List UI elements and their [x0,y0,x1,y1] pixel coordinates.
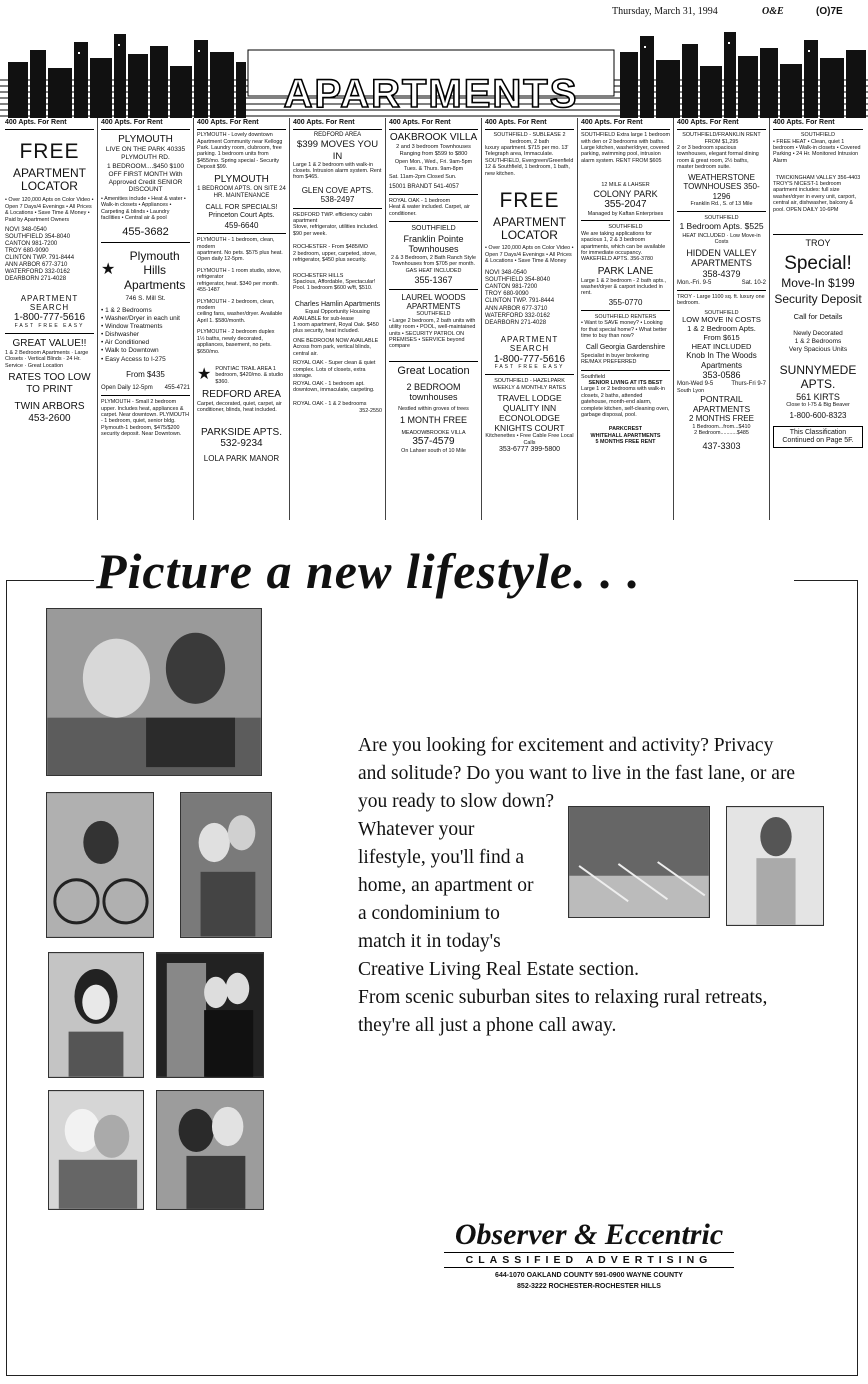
ad-headline: MEADOWBROOKE VILLA [401,429,466,436]
banner-title: APARTMENTS [283,71,579,116]
ad-headline: GREAT VALUE!! [12,338,87,350]
ad-hotel: TRAVEL LODGE [497,393,562,404]
ad-phone: 459-6640 [224,220,259,230]
ad-headline: TWIN ARBORS [14,401,85,413]
ad-price: From $615 [703,332,740,342]
contact-numbers: 852-3222 ROCHESTER-ROCHESTER HILLS [517,1283,661,1290]
ad-phone: 353-0586 [702,370,741,381]
plymouth-hills-ad [101,249,190,292]
ad-body: • Over 120,000 Apts on Color Video • Open 7 Days/4 Evenings • All Prices & Locations • Save Time & Money • Paid by Apartment Owners [5,197,94,223]
amenity-item: Very Spacious Units [788,345,848,353]
ad-copy-middle [358,816,568,956]
ad-headline: PLYMOUTH [214,174,269,186]
ad-hours: Open Daily 12-5pm [101,385,153,392]
column-heading: 400 Apts. For Rent [197,118,286,130]
ad-body: Move-In $199 Security Deposit [774,276,862,307]
listing-line: CLINTON TWP. 791-8444 [485,298,555,305]
copy-line: From scenic suburban sites to relaxing rural retreats, [358,987,768,1008]
ad-tag: FAST FREE EASY [494,364,565,371]
listing-column-9: 400 Apts. For Rent SOUTHFIELD • FREE HEAT • Clean, quiet 1 bedroom • Walk-in closets • Covered Parking • 24 Hr. Monitored Intrusion Alarm TWICKINGHAM VALLEY 356-4403 TROY'S NICEST-1 bedroom apartment includes: full size washer/dryer in every unit, carport, central air, dishwasher, balcony & pool. OPEN DAILY 10-6PM TROY Special! Move-In $199 Security Deposit Call for Details Newly Decorated 1 & 2 Bedrooms Very Spacious Units SUNNYMEDE APTS. 561 KIRTS Close to I-75 & Big Beaver 1-800-600-8323 This Classification Continued on Page 5F. [770,118,866,520]
ad-phone: 1-800-777-5616 [13,312,86,324]
ad-headline: Picture a new lifestyle. . . [96,543,641,599]
ad-subheadline: 12 MILE & LAHSER [601,182,650,189]
ad-hotel: KNIGHTS COURT [494,423,565,434]
amenity-item: 1 & 2 Bedrooms [794,337,842,345]
page-number: (O)7E [816,6,843,17]
ad-hotel: ECONOLODGE [499,413,560,424]
ad-price: From $435 [126,369,165,379]
listing-line: SOUTHFIELD 354-8040 [5,233,71,240]
star-icon: ★ [101,261,116,279]
listing-line: CLINTON TWP. 791-8444 [5,255,75,262]
ad-subheadline: SOUTHFIELD/FRANKLIN RENT FROM $1,295 [682,132,761,145]
ad-footer: Managed by Kaftan Enterprises [587,211,664,218]
listing-line: ANN ARBOR 677-3710 [5,262,68,269]
photo-couple-doorway [156,952,264,1078]
ad-phone: 453-2600 [28,413,71,425]
ad-phone: 532-9234 [220,438,263,450]
ad-phone: 455-3682 [122,225,169,238]
page-header [0,0,868,22]
listing-line: ANN ARBOR 677-3710 [485,305,548,312]
ad-headline: LAUREL WOODS APARTMENTS [401,292,466,311]
continuation-note: This Classification Continued on Page 5F. [773,426,863,449]
listing-column-8: 400 Apts. For Rent SOUTHFIELD/FRANKLIN RENT FROM $1,295 2 or 3 bedroom spacious townhouses, elegant formal dining room & great room, 2½ baths, master bedroom suite. WEATHERSTONE TOWNHOUSES 350-1296 Franklin Rd., S. of 13 Mile SOUTHFIELD 1 Bedroom Apts. $525 HEAT INCLUDED · Low Move-in Costs HIDDEN VALLEY APARTMENTS 358-4379 Mon.-Fri. 9-5 Sat. 10-2 TROY - Large 1100 sq. ft. luxury one bedroom. SOUTHFIELD LOW MOVE IN COSTS 1 & 2 Bedroom Apts. From $615 HEAT INCLUDED Knob In The Woods Apartments 353-0586 Mon-Wed 9-5 Thurs-Fri 9-7 South Lyon PONTRAIL APARTMENTS 2 MONTHS FREE 1 Bedroom...from...$410 2 Bedroom...........$485 437-3303 [674,118,770,520]
ad-area: SOUTHFIELD [416,311,451,318]
ad-headline: PARK LANE [597,265,654,277]
ad-headline: RATES TOO LOW TO PRINT [8,371,91,395]
ad-subheadline: 2 and 3 bedroom Townhouses Ranging from $599 to $800 [396,144,471,157]
listing-line: WATERFORD 332-0162 [5,269,71,276]
photo-woman-portrait [48,952,144,1078]
copy-line: a condominium to [358,903,500,924]
ad-headline: 2 BEDROOM townhouses [406,381,461,403]
ad-area: SOUTHFIELD [800,132,836,139]
creative-living-ad [4,538,864,1380]
ad-phone: 357-4579 [412,436,455,448]
ad-subheadline: SOUTHFIELD - SUBLEASE 2 bedroom, 2 bath [493,132,566,145]
ad-area: Southfield [581,373,605,380]
listing-line: ONE BEDROOM NOW AVAILABLE [293,338,379,345]
ad-headline: Knob In The Woods Apartments [686,351,757,370]
ad-footer: TWICKINGHAM VALLEY 356-4403 [775,174,861,181]
listing-line: ROYAL OAK - 1 bedroom apt. [293,380,365,387]
ad-headline: $399 MOVES YOU IN [296,139,379,162]
ad-note: Equal Opportunity Housing [305,309,370,316]
contact-numbers: 644-1070 OAKLAND COUNTY 591-0900 WAYNE COUNTY [495,1272,683,1279]
ad-note: Close to I-75 & Big Beaver [786,402,850,409]
copy-line: lifestyle, you'll find a [358,847,524,868]
column-heading: 400 Apts. For Rent [677,118,766,130]
listing-line: SOUTHFIELD 354-8040 [485,277,551,284]
ad-area: SOUTHFIELD - HAZELPARK [494,378,565,385]
star-icon: ★ [197,365,212,383]
ad-headline: LOW MOVE IN COSTS [682,315,761,325]
amenity-item: • 1 & 2 Bedrooms [101,306,152,314]
listing-column-5: 400 Apts. For Rent OAKBROOK VILLA 2 and 3 bedroom Townhouses Ranging from $599 to $800 Open Mon., Wed., Fri. 9am-5pm Tues. & Thurs. 9am-8pm Sat. 11am-2pm Closed Sun. 15001 BRANDT 541-4057 ROYAL OAK - 1 bedroom Heat & water included. Carpet, air conditioner. SOUTHFIELD Franklin Pointe Townhouses 2 & 3 Bedroom, 2 Bath Ranch Style Townhouses from $705 per month. GAS HEAT INCLUDED 355-1367 LAUREL WOODS APARTMENTS SOUTHFIELD • Large 2 bedroom, 2 bath units with utility room • POOL, well-maintained units • SECURITY PATROL ON PREMISES • SERVICE beyond compare Great Location 2 BEDROOM townhouses Nestled within groves of trees 1 MONTH FREE MEADOWBROOKE VILLA 357-4579 On Lahser south of 10 Mile [386,118,482,520]
ad-headline: Call Georgia Gardenshire [585,344,666,352]
ad-price: 2 Bedroom...........$485 [694,430,749,437]
listing-column-3: 400 Apts. For Rent PLYMOUTH - Lovely downtown Apartment Community near Kellogg Park. Laundry room, clubroom, free parking. 1 bedroom units from $455/mo. Spring special - Security Deposit $99. PLYMOUTH 1 BEDROOM APTS. ON SITE 24 HR. MAINTENANCE CALL FOR SPECIALS! Princeton Court Apts. 459-6640 PLYMOUTH - 1 bedroom, clean, modern apartment. No pets. $575 plus heat. Open daily 12-5pm. PLYMOUTH - 1 room studio, stove, refrigerator refrigerator, heat. $340 per month. 455-1487 PLYMOUTH - 2 bedroom, clean, modern ceiling fans, washer/dryer. Available April 1. $580/month. PLYMOUTH - 2 bedroom duplex 1½ baths, newly decorated, appliances, basement, no pets. $650/mo. ★ PONTIAC TRAIL AREA 1 bedroom, $420/mo. & studio $360. REDFORD AREA Carpet, decorated, quiet, carpet, air conditioner, blinds, heat included. PARKSIDE APTS. 532-9234 LOLA PARK MANOR [194,118,290,520]
ad-phone: TOWNHOUSES 350-1296 [683,182,760,201]
amenity-item: Newly Decorated [793,330,843,338]
ad-phone: 353-6777 399-5800 [498,445,561,453]
classified-listings-grid [2,118,866,520]
ad-address: 746 S. Mill St. [125,295,166,303]
listing-line: ROYAL OAK - Super clean & quiet [293,360,376,367]
ad-headline: 1 MONTH FREE [399,415,467,426]
ad-address: On Lahser south of 10 Mile [401,448,466,455]
ad-phone: 1-800-777-5616 [493,353,566,365]
logo-subtitle: CLASSIFIED ADVERTISING [444,1252,734,1268]
copy-line: Whatever your [358,819,475,840]
listing-column-4: 400 Apts. For Rent REDFORD AREA $399 MOVES YOU IN Large 1 & 2 bedroom with walk-in closets. Intrusion alarm system. Rent from $465. GLEN COVE APTS. 538-2497 REDFORD TWP. efficiency cabin apartment Stove, refrigerator, utilities included. $90 per week. ROCHESTER - From $485/MO 2 bedroom, upper, carpeted, stove, refrigerator, $450 plus security. ROCHESTER HILLS Spacious, Affordable, Spectacular! Pool. 1 bedroom $600 w/ft, $510. Charles Hamlin Apartments Equal Opportunity Housing AVAILABLE for sub-lease 1 room apartment, Royal Oak. $450 plus security, heat included. ONE BEDROOM NOW AVAILABLE Across from park, vertical blinds, central air. ROYAL OAK - Super clean & quiet complex. Lots of closets, extra storage. ROYAL OAK - 1 bedroom apt. downtown, immaculate, carpeting. ROYAL OAK - 1 & 2 bedrooms 352-2550 [290,118,386,520]
listing-line: ROYAL OAK - 1 bedroom [389,198,451,205]
listing-line: TROY 680-9090 [485,291,529,298]
ad-phone: 1-800-600-8323 [789,410,847,420]
ad-headline: FREE [19,140,80,164]
ad-headline: SUNNYMEDE APTS. [779,363,857,392]
amenity-item: • Easy Access to I-275 [101,355,166,363]
amenity-item: • Air Conditioned [101,339,150,347]
ad-headline: PONTRAIL APARTMENTS [692,394,751,415]
ad-subheadline: LIVE ON THE PARK 40335 PLYMOUTH RD. [105,146,186,161]
listing-line: NOVI 348-0540 [485,270,527,277]
ad-phone: 355-2047 [604,199,647,211]
ad-headline: HIDDEN VALLEY APARTMENTS [686,247,757,269]
listing-line: DEARBORN 271-4028 [5,276,67,283]
ad-headline: WHITEHALL APARTMENTS [590,432,661,439]
column-heading: 400 Apts. For Rent [293,118,382,130]
ad-headline: PARKCREST [608,426,643,433]
ad-headline: Great Location [397,364,470,377]
listing-column-6: 400 Apts. For Rent SOUTHFIELD - SUBLEASE 2 bedroom, 2 bath luxury apartment. $715 per mo. 13' Telegraph area, Immaculate. SOUTHFIELD, Evergreen/Greenfield 12 & Southfield, 1 bedroom, 1 bath, new kitchen. FREE APARTMENT LOCATOR • Over 120,000 Apts on Color Video • Open 7 Days/4 Evenings • All Prices & Locations • Save Time & Money NOVI 348-0540 SOUTHFIELD 354-8040 CANTON 981-7200 TROY 680-9090 CLINTON TWP. 791-8444 ANN ARBOR 677-3710 WATERFORD 332-0162 DEARBORN 271-4028 APARTMENT SEARCH 1-800-777-5616 FAST FREE EASY SOUTHFIELD - HAZELPARK WEEKLY & MONTHLY RATES TRAVEL LODGE QUALITY INN ECONOLODGE KNIGHTS COURT Kitchenettes • Free Cable Free Local Calls 353-6777 399-5800 [482,118,578,520]
section-code: O&E [762,6,784,17]
ad-subheadline: APARTMENT LOCATOR [493,214,566,242]
ad-body: CALL FOR SPECIALS! Princeton Court Apts. [205,204,278,220]
apartments-banner [0,22,868,120]
copy-line: they're all just a phone call away. [358,1015,617,1036]
copy-line: match it in today's [358,931,501,952]
ad-headline: Plymouth Hills Apartments [123,248,186,292]
ad-headline: COLONY PARK [593,188,658,199]
ad-note: Call for Details [793,312,843,322]
photo-woman-sunbathing [726,806,824,926]
ad-headline: PLYMOUTH [118,134,173,146]
column-heading: 400 Apts. For Rent [581,118,670,130]
ad-copy-closing [358,956,838,1040]
ad-headline: WEATHERSTONE [688,173,755,182]
ad-headline: Franklin Pointe Townhouses [403,233,464,255]
ad-phone: 358-4379 [702,269,741,280]
photo-pool-loungers [568,806,710,918]
amenity-item: • Dishwasher [101,331,140,339]
ad-phone: 455-4721 [164,385,190,392]
listing-column-7: 400 Apts. For Rent SOUTHFIELD Extra large 1 bedroom with den or 2 bedrooms with baths. Large kitchen, washer/dryer, covered parking, swimming pool, intrusion alarm system. RENT FROM $605 12 MILE & LAHSER COLONY PARK 355-2047 Managed by Kaftan Enterprises SOUTHFIELD We are taking applications for spacious 1, 2 & 3 bedroom apartments, which can be available for immediate occupancy. WAKEFIELD APTS. 356-3780 PARK LANE Large 1 & 2 bedroom - 2 bath apts., washer/dryer & carport included in rent. 355-0770 SOUTHFIELD RENTERS • Want to SAVE money? • Looking for that special home? • What better time to buy than now? Call Georgia Gardenshire Specialist in buyer brokering RE/MAX PREFERRED Southfield SENIOR LIVING AT ITS BEST Large 1 or 2 bedrooms with walk-in closets, 2 baths, attended gatehouse, month-end alarm, complete kitchen, self-cleaning oven, garbage disposal, pool. PARKCREST WHITEHALL APARTMENTS 5 MONTHS FREE RENT [578,118,674,520]
amenity-item: • Washer/Dryer in each unit [101,314,180,322]
listing-line: PLYMOUTH - 1 room studio, stove, refrigerator [197,267,282,281]
ad-headline: 5 MONTHS FREE RENT [595,439,656,446]
ad-headline: SENIOR LIVING AT ITS BEST [588,380,663,387]
ad-headline: 1 & 2 Bedroom Apts. [687,323,756,333]
column-heading: 400 Apts. For Rent [101,118,190,130]
column-heading: 400 Apts. For Rent [389,118,478,130]
listing-line: NOVI 348-0540 [5,226,47,233]
ad-price: 1 Bedroom...from...$410 [692,423,751,430]
ad-phone: 437-3303 [702,440,741,451]
ad-headline: Special! [784,252,852,274]
copy-line: home, an apartment or [358,875,534,896]
ad-area: TROY [805,238,831,248]
ad-area: South Lyon [677,388,705,395]
ad-area: SOUTHFIELD [608,224,643,231]
listing-line: DEARBORN 271-4028 [485,319,547,326]
ad-subheadline: APARTMENT LOCATOR [13,166,86,194]
photo-cyclists [46,792,154,938]
newspaper-logo: Observer & Eccentric [454,1218,724,1251]
ad-area: SOUTHFIELD [411,225,456,233]
ad-headline: 2 MONTHS FREE [689,414,754,424]
ad-headline: OAKBROOK VILLA [389,132,478,144]
listing-line: AVAILABLE for sub-lease [293,315,354,322]
listing-line: REDFORD TWP. efficiency cabin apartment [293,211,373,224]
ad-area: SOUTHFIELD [704,214,739,221]
listing-line: WATERFORD 332-0162 [485,312,551,319]
copy-line: Creative Living Real Estate section. [358,959,640,980]
photo-young-couple [156,1090,264,1210]
photo-couple-with-dog [46,608,262,776]
amenity-item: • Walk to Downtown [101,347,159,355]
column-heading: 400 Apts. For Rent [5,118,94,130]
column-heading: 400 Apts. For Rent [485,118,574,130]
photo-older-couple [48,1090,144,1210]
ad-body: GLEN COVE APTS. 538-2497 [301,185,374,205]
ad-footer: APARTMENT SEARCH [500,334,559,354]
ad-address: 561 KIRTS [796,391,840,402]
listing-column-1: 400 Apts. For Rent FREE APARTMENT LOCATOR • Over 120,000 Apts on Color Video • Open 7 Days/4 Evenings • All Prices & Locations • Save Time & Money • Paid by Apartment Owners NOVI 348-0540 SOUTHFIELD 354-8040 CANTON 981-7200 TROY 680-9090 CLINTON TWP. 791-8444 ANN ARBOR 677-3710 WATERFORD 332-0162 DEARBORN 271-4028 APARTMENT SEARCH 1-800-777-5616 FAST FREE EASY GREAT VALUE!! 1 & 2 Bedroom Apartments · Large Closets · Vertical Blinds · 24 Hr. Service · Great Location RATES TOO LOW TO PRINT TWIN ARBORS 453-2600 [2,118,98,520]
ad-headline: PARKSIDE APTS. [201,426,282,438]
listing-line: ROCHESTER HILLS [293,272,344,279]
amenity-item: • Window Treatments [101,323,163,331]
ad-area: SOUTHFIELD RENTERS [594,314,657,321]
listing-line: ROCHESTER - From $485/MO [293,244,368,251]
ad-area: SOUTHFIELD [704,309,739,316]
ad-hours: Open Mon., Wed., Fri. 9am-5pm Tues. & Thurs. 9am-8pm [394,159,473,172]
ad-subheadline: REDFORD AREA [313,132,362,139]
listing-line: PLYMOUTH - 2 bedroom duplex [197,329,275,336]
column-heading: 400 Apts. For Rent [773,118,863,130]
ad-headline: Charles Hamlin Apartments [294,301,381,309]
ad-headline: 1 Bedroom Apts. $525 [679,221,764,232]
ad-phone: 355-0770 [608,297,643,307]
ad-body: 1 BEDROOM....$450 $100 OFF FIRST MONTH With Approved Credit SENIOR DISCOUNT [107,163,184,194]
ad-footer: APARTMENT SEARCH [20,293,79,312]
ad-subheadline: 1 BEDROOM APTS. ON SITE 24 HR. MAINTENANCE [197,186,286,200]
listing-line: TROY 680-9090 [5,248,49,255]
listing-line: CANTON 981-7200 [5,241,58,248]
listing-line: PLYMOUTH - 2 bedroom, clean, modern [197,298,275,312]
listing-line: PLYMOUTH - 1 bedroom, clean, modern [197,237,275,250]
ad-tag: FAST FREE EASY [14,323,85,330]
ad-headline: FREE [499,189,560,212]
listing-line: CANTON 981-7200 [485,284,538,291]
ad-copy-intro: Are you looking for excitement and activity? Privacy and solitude? Do you want to live in the fast lane, or are you ready to slow down? [358,735,795,812]
listing-line: 15001 BRANDT 541-4057 [389,183,459,190]
ad-phone: 352-2550 [359,407,382,414]
ad-phone: 355-1367 [414,274,453,285]
listing-column-2: 400 Apts. For Rent PLYMOUTH LIVE ON THE PARK 40335 PLYMOUTH RD. 1 BEDROOM....$450 $100 OFF FIRST MONTH With Approved Credit SENIOR DISCOUNT • Amenities include • Heat & water • Walk-in closets • Appliances • Carpeting & blinds • Laundry facilities • Central air & pool 455-3682 ★ Plymouth Hills Apartments 746 S. Mill St. • 1 & 2 Bedrooms • Washer/Dryer in each unit • Window Treatments • Dishwasher • Air Conditioned • Walk to Downtown • Easy Access to I-275 From $435 Open Daily 12-5pm 455-4721 PLYMOUTH - Small 2 bedroom upper. Includes heat, appliances & carpet. Near downtown. PLYMOUTH - 1 bedroom, quiet, senior bldg. Plymouth-1 bedroom, $475/$200 security deposit. Near Downtown. [98,118,194,520]
ad-headline: LOLA PARK MANOR [203,454,280,464]
ad-footer: Kitchenettes • Free Cable Free Local Calls [485,433,574,446]
ad-headline: REDFORD AREA [202,388,281,400]
photo-mother-daughter [180,792,272,938]
ad-headline: HEAT INCLUDED [691,341,752,351]
issue-date: Thursday, March 31, 1994 [612,6,718,17]
listing-line: ROYAL OAK - 1 & 2 bedrooms [293,401,367,408]
ad-hotel: QUALITY INN [502,403,557,414]
